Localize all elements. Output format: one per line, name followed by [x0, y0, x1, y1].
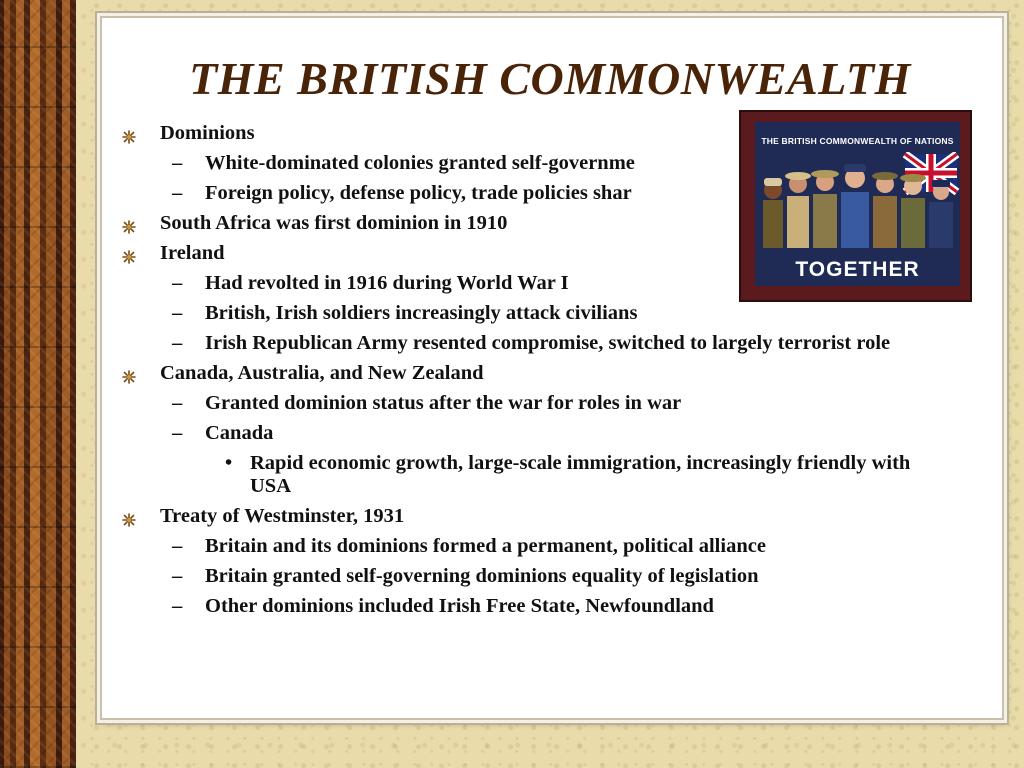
- bullet-text: Had revolted in 1916 during World War I: [205, 272, 569, 294]
- bullet-text: White-dominated colonies granted self-governme: [205, 152, 635, 174]
- dash-bullet-icon: –: [172, 332, 183, 354]
- bullet-text: Rapid economic growth, large-scale immigration, increasingly friendly with USA: [250, 452, 911, 497]
- dash-bullet-icon: –: [172, 392, 183, 414]
- bullet-text: Canada, Australia, and New Zealand: [160, 362, 484, 384]
- bullet-item-level-3: [122, 452, 942, 498]
- dash-bullet-icon: –: [172, 422, 183, 444]
- slide-title: THE BRITISH COMMONWEALTH: [189, 53, 911, 104]
- decorative-side-border: [0, 0, 76, 768]
- bullet-item-level-2: [122, 272, 942, 295]
- bullet-item-level-1: [122, 242, 942, 265]
- poster-top-text: THE BRITISH COMMONWEALTH OF NATIONS: [761, 136, 954, 146]
- bullet-item-level-2: [122, 565, 942, 588]
- star-bullet-icon: [122, 510, 136, 524]
- bullet-item-level-1: [122, 122, 942, 145]
- dash-bullet-icon: –: [172, 182, 183, 204]
- bullet-text: Treaty of Westminster, 1931: [160, 505, 405, 527]
- bullet-text: British, Irish soldiers increasingly attack civilians: [205, 302, 638, 324]
- star-bullet-icon: [122, 217, 136, 231]
- poster-bottom-text: TOGETHER: [795, 258, 920, 281]
- star-bullet-icon: [122, 367, 136, 381]
- dash-bullet-icon: –: [172, 565, 183, 587]
- dash-bullet-icon: –: [172, 595, 183, 617]
- dot-bullet-icon: •: [225, 452, 233, 474]
- bullet-item-level-2: [122, 422, 942, 445]
- bullet-item-level-2: [122, 302, 942, 325]
- bullet-item-level-1: [122, 505, 942, 528]
- star-bullet-icon: [122, 247, 136, 261]
- bullet-text: Ireland: [160, 242, 225, 264]
- bullet-item-level-2: [122, 182, 942, 205]
- dash-bullet-icon: –: [172, 272, 183, 294]
- bullet-text: Britain granted self-governing dominions equality of legislation: [205, 565, 759, 587]
- dash-bullet-icon: –: [172, 302, 183, 324]
- bullet-item-level-1: [122, 362, 942, 385]
- bullet-text: Foreign policy, defense policy, trade policies shar: [205, 182, 632, 204]
- dash-bullet-icon: –: [172, 152, 183, 174]
- bullet-list: [122, 122, 942, 625]
- bullet-text: Britain and its dominions formed a permanent, political alliance: [205, 535, 766, 557]
- bullet-text: Dominions: [160, 122, 255, 144]
- bullet-text: Canada: [205, 422, 274, 444]
- bullet-item-level-2: [122, 535, 942, 558]
- bullet-item-level-2: [122, 332, 942, 355]
- bullet-text: Irish Republican Army resented compromise, switched to largely terrorist role: [205, 332, 891, 354]
- bullet-item-level-2: [122, 595, 942, 618]
- bullet-item-level-2: [122, 392, 942, 415]
- bullet-text: Other dominions included Irish Free State, Newfoundland: [205, 595, 714, 617]
- star-bullet-icon: [122, 127, 136, 141]
- dash-bullet-icon: –: [172, 535, 183, 557]
- bullet-text: South Africa was first dominion in 1910: [160, 212, 508, 234]
- bullet-item-level-2: [122, 152, 942, 175]
- bullet-item-level-1: [122, 212, 942, 235]
- bullet-text: Granted dominion status after the war for roles in war: [205, 392, 682, 414]
